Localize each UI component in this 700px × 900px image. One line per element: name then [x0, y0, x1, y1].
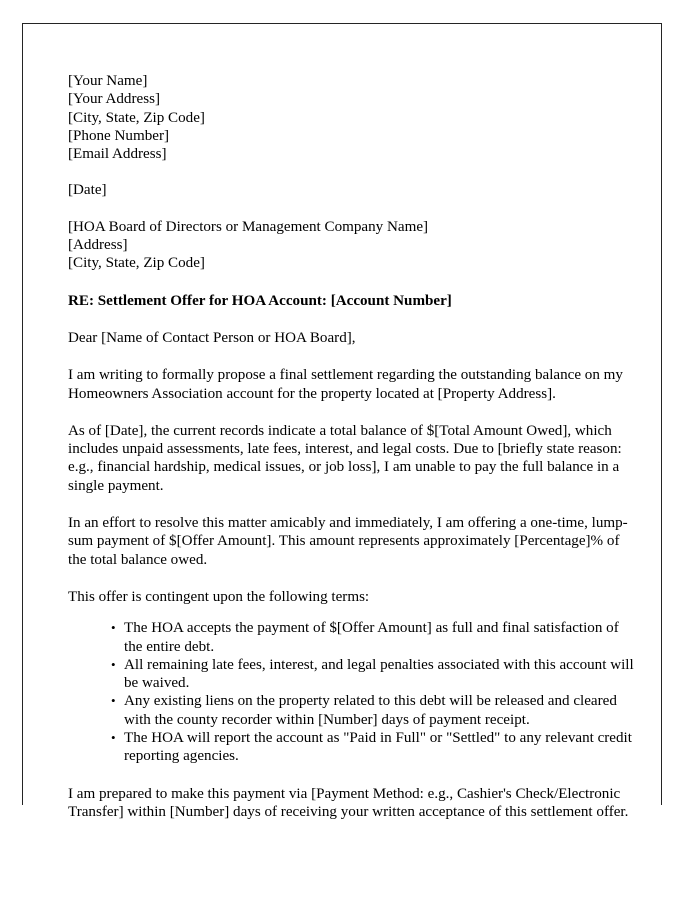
sender-line: [Your Name] [68, 73, 148, 89]
paragraph-balance: As of [Date], the current records indicate a total balance of $[Total Amount Owed], which includes unpaid assessments, late fees, interest, and legal costs. Due to [briefly state reason: e.g., financial hardship, medical issues, or job loss], I am unable to pay the full balance in a single payment. [68, 422, 622, 494]
paragraph-intro: I am writing to formally propose a final settlement regarding the outstanding balance on my Homeowners Association account for the property located at [Property Address]. [68, 367, 623, 402]
term-item: • The HOA accepts the payment of $[Offer Amount] as full and final satisfaction of the entire debt. [111, 619, 640, 656]
settlement-terms-list [68, 619, 640, 765]
letter-body [68, 72, 640, 821]
document-page [22, 23, 662, 820]
recipient-line: [Address] [68, 237, 128, 254]
recipient-line: [City, State, Zip Code] [68, 255, 205, 272]
sender-address-block [68, 72, 640, 163]
paragraph-payment-method: I am prepared to make this payment via [Payment Method: e.g., Cashier's Check/Electronic Transfer] within [Number] days of receiving your written acceptance of this settlement offer. [68, 785, 629, 820]
term-item: • All remaining late fees, interest, and legal penalties associated with this account will be waived. [111, 656, 640, 693]
subject-line: RE: Settlement Offer for HOA Account: [Account Number] [68, 292, 452, 309]
sender-line: [City, State, Zip Code] [68, 109, 205, 126]
term-item: • The HOA will report the account as "Paid in Full" or "Settled" to any relevant credit reporting agencies. [111, 729, 640, 766]
term-item: • Any existing liens on the property related to this debt will be released and cleared with the county recorder within [Number] days of payment receipt. [111, 692, 640, 729]
sender-line: [Your Address] [68, 91, 160, 108]
letter-date: [Date] [68, 182, 107, 199]
recipient-address-block [68, 218, 640, 273]
recipient-line: [HOA Board of Directors or Management Company Name] [68, 218, 429, 235]
paragraph-terms-intro: This offer is contingent upon the following terms: [68, 588, 370, 605]
salutation: Dear [Name of Contact Person or HOA Board], [68, 329, 356, 346]
sender-line: [Phone Number] [68, 127, 170, 144]
sender-line: [Email Address] [68, 146, 167, 163]
paragraph-offer: In an effort to resolve this matter amicably and immediately, I am offering a one-time, lump-sum payment of $[Offer Amount]. This amount represents approximately [Percentage]% of the total balance owed. [68, 515, 628, 568]
